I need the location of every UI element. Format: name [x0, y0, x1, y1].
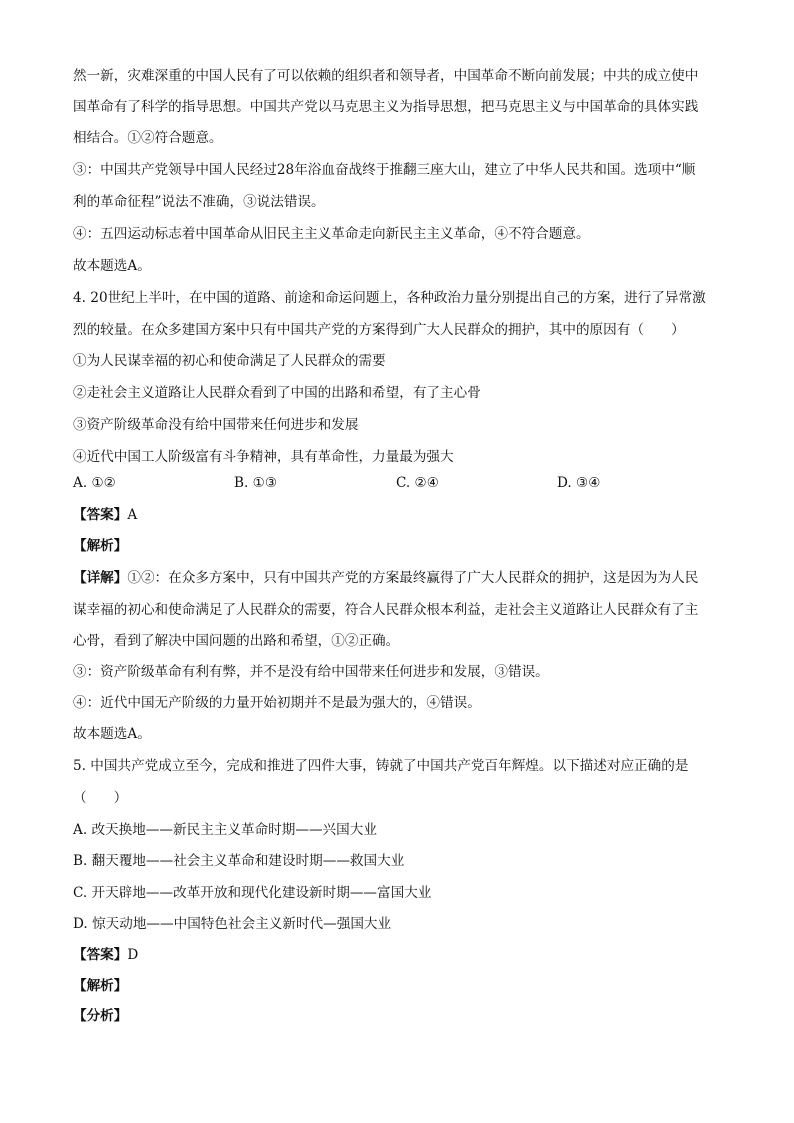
text-line: 国革命有了科学的指导思想。中国共产党以马克思主义为指导思想，把马克思主义与中国革命的具体实践: [73, 99, 699, 115]
text-line: [73, 505, 137, 525]
section-marker: 【详解】: [73, 570, 128, 586]
text-line: A. 改天换地——新民主主义革命时期——兴国大业: [73, 822, 377, 838]
section-marker: 【解析】: [73, 978, 128, 994]
text-line: ④：五四运动标志着中国革命从旧民主主义革命走向新民主主义革命，④不符合题意。: [73, 226, 590, 242]
text-line: D. 惊天动地——中国特色社会主义新时代—强国大业: [73, 916, 392, 932]
q4-option-a: A. ①②: [73, 475, 116, 491]
text-line: 然一新，灾难深重的中国人民有了可以依赖的组织者和领导者，中国革命不断向前发展；中共的成立使中: [73, 68, 699, 84]
text-line: 故本题选A。: [73, 726, 151, 742]
section-text: ①②：在众多方案中，只有中国共产党的方案最终赢得了广大人民群众的拥护，这是因为为人民: [127, 570, 699, 586]
text-line: ③：资产阶级革命有利有弊，并不是没有给中国带来任何进步和发展，③错误。: [73, 664, 549, 680]
section-marker: 【解析】: [73, 538, 128, 554]
text-line: ②走社会主义道路让人民群众看到了中国的出路和希望，有了主心骨: [73, 385, 481, 401]
section-text: D: [127, 947, 139, 963]
section-marker: 【分析】: [73, 1008, 128, 1024]
text-line: [73, 536, 127, 556]
q4-option-d: D. ③④: [557, 475, 601, 491]
text-line: 4. 20世纪上半叶，在中国的道路、前途和命运问题上，各种政治力量分别提出自己的方案，进行了异常激: [73, 290, 706, 306]
text-line: ③：中国共产党领导中国人民经过28年浴血奋战终于推翻三座大山，建立了中华人民共和国。选项中“顺: [73, 162, 696, 178]
text-line: [73, 1006, 127, 1026]
text-line: 相结合。①②符合题意。: [73, 130, 223, 146]
text-line: 心骨，看到了解决中国问题的出路和希望，①②正确。: [73, 633, 400, 649]
text-line: ④：近代中国无产阶级的力量开始初期并不是最为强大的，④错误。: [73, 695, 481, 711]
text-line: ④近代中国工人阶级富有斗争精神，具有革命性，力量最为强大: [73, 449, 454, 465]
text-line: ③资产阶级革命没有给中国带来任何进步和发展: [73, 417, 359, 433]
text-line: 利的革命征程”说法不准确，③说法错误。: [73, 194, 325, 210]
text-line: B. 翻天覆地——社会主义革命和建设时期——救国大业: [73, 853, 405, 869]
text-line: 烈的较量。在众多建国方案中只有中国共产党的方案得到广大人民群众的拥护，其中的原因有（ ）: [73, 322, 685, 338]
text-line: [73, 568, 698, 588]
text-line: C. 开天辟地——改革开放和现代化建设新时期——富国大业: [73, 885, 432, 901]
q4-option-c: C. ②④: [396, 475, 439, 491]
text-line: 谋幸福的初心和使命满足了人民群众的需要，符合人民群众根本利益，走社会主义道路让人民群众有了主: [73, 602, 699, 618]
text-line: （ ）: [73, 790, 128, 806]
section-marker: 【答案】: [73, 947, 128, 963]
text-line: ①为人民谋幸福的初心和使命满足了人民群众的需要: [73, 353, 386, 369]
text-line: 故本题选A。: [73, 258, 151, 274]
text-line: 5. 中国共产党成立至今，完成和推进了四件大事，铸就了中国共产党百年辉煌。以下描述对应正确的是: [73, 758, 689, 774]
text-line: [73, 976, 127, 996]
q4-option-b: B. ①③: [234, 475, 278, 491]
section-text: A: [127, 507, 138, 523]
section-marker: 【答案】: [73, 507, 128, 523]
text-line: [73, 945, 138, 965]
